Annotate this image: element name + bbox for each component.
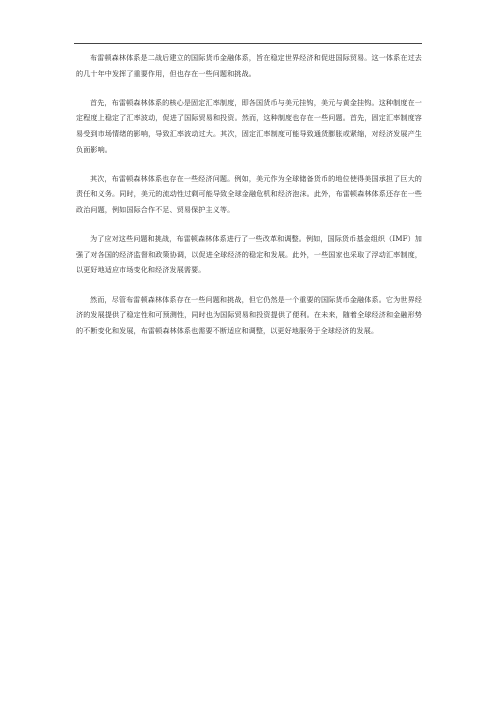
- paragraph-economic-issues: 其次，布雷顿森林体系也存在一些经济问题。例如，美元作为全球储备货币的地位使得美国承担了巨大的责任和义务。同时，美元的流动性过剩可能导致全球金融危机和经济泡沫。此外，布雷顿森林体系还存在一些政治问题，例如国际合作不足、贸易保护主义等。: [76, 173, 422, 214]
- header-rule: [74, 43, 422, 44]
- paragraph-conclusion: 然而，尽管布雷顿森林体系存在一些问题和挑战，但它仍然是一个重要的国际货币金融体系。它为世界经济的发展提供了稳定性和可预测性，同时也为国际贸易和投资提供了便利。在未来，随着全球经济和金融形势的不断变化和发展，布雷顿森林体系也需要不断适应和调整，以更好地服务于全球经济的发展。: [76, 294, 422, 335]
- document-body: [76, 50, 422, 338]
- paragraph-reforms: 为了应对这些问题和挑战，布雷顿森林体系进行了一些改革和调整。例如，国际货币基金组织（IMF）加强了对各国的经济监督和政策协调，以促进全球经济的稳定和发展。此外，一些国家也采取了浮动汇率制度，以更好地适应市场变化和经济发展需要。: [76, 234, 422, 275]
- paragraph-intro: 布雷顿森林体系是二战后建立的国际货币金融体系，旨在稳定世界经济和促进国际贸易。这一体系在过去的几十年中发挥了重要作用，但也存在一些问题和挑战。: [76, 53, 422, 78]
- paragraph-fixed-exchange-rate: 首先，布雷顿森林体系的核心是固定汇率制度，即各国货币与美元挂钩，美元与黄金挂钩。这种制度在一定程度上稳定了汇率波动，促进了国际贸易和投资。然而，这种制度也存在一些问题。首先，固定汇率制度容易受到市场情绪的影响，导致汇率波动过大。其次，固定汇率制度可能导致通货膨胀或紧缩，对经济发展产生负面影响。: [76, 97, 422, 154]
